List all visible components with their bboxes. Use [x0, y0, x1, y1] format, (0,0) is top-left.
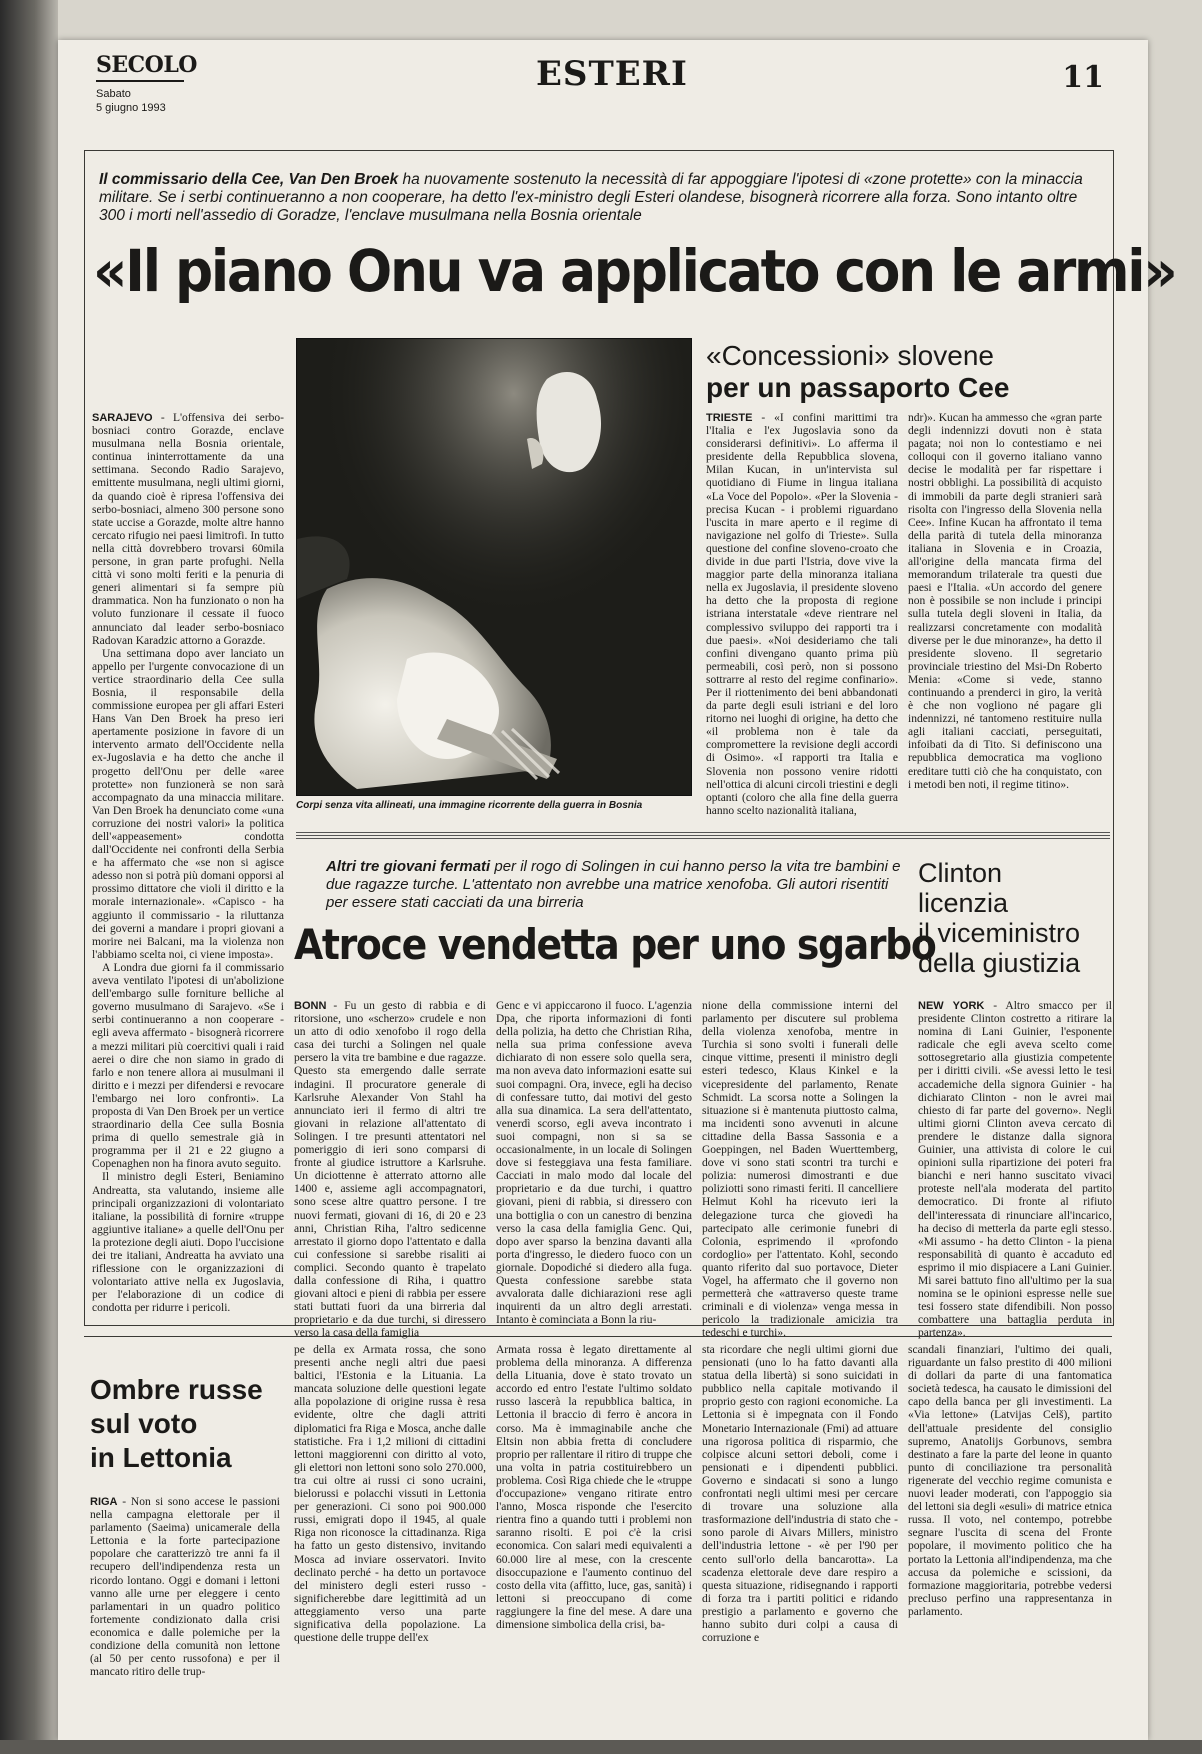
solingen-text-c: nione della commissione interni del parlamento per discutere sul problema della violenza xenofoba, mentre in Turchia si sono svolti i funerali delle cinque vittime, presenti il ministro degli esteri tedesco, Klaus Kinkel e la vicepresidente del parlamento, Renate Schmidt. La scorsa notte a Solingen la situazione si è mantenuta piuttosto calma, ma incidenti sono avvenuti in alcune cittadine della Bassa Sassonia e a Goeppingen, nel Baden Wuerttemberg, dove vi sono stati scontri tra turchi e polizia: numerosi dimostranti e due poliziotti sono rimasti feriti. Il cancelliere Helmut Kohl ha ricevuto ieri la delegazione turca che giovedì ha partecipato alle cerimonie funebri di Colonia, esprimendo il «profondo cordoglio» per l'attentato. Kohl, secondo quanto riferito dal suo portavoce, Dieter Vogel, ha affermato che il governo non permetterà che «attraverso queste trame criminali e di violenza» venga messa in pericolo la tradizionale amicizia tra tedeschi e turchi».: [702, 1000, 898, 1340]
clinton-headline-line-2: licenzia: [918, 888, 1009, 918]
slovene-dateline: TRIESTE: [706, 412, 753, 424]
section-divider: [296, 832, 1110, 840]
clinton-headline-line-4: della giustizia: [918, 948, 1081, 978]
clinton-body: [918, 1000, 1112, 1340]
solingen-kicker-rest: per il rogo di Solingen in cui hanno perso la vita tre bambini e due ragazze turche. L'attentato non avrebbe una matrice xenofoba. Gli autori risentiti per essere stati cacciati da una birreria: [326, 858, 901, 911]
slovene-headline: [706, 340, 1102, 404]
solingen-body-col-3: [702, 1000, 898, 1340]
latvia-headline-line-3: in Lettonia: [90, 1442, 232, 1473]
main-kicker: [99, 171, 1089, 225]
main-kicker-rest: ha nuovamente sostenuto la necessità di far appoggiare l'ipotesi di «zone protette» con la minaccia militare. Se i serbi continueranno a non cooperare, ha detto l'ex-ministro degli Esteri olandese, bisognerà ricorrere alla forza. Sono intanto oltre 300 i morti nell'assedio di Goradze, l'enclave musulmana nella Bosnia orientale: [99, 171, 1083, 224]
issue-date: 5 giugno 1993: [96, 102, 166, 114]
clinton-dateline: NEW YORK: [918, 1000, 985, 1012]
main-article-body: [92, 412, 284, 1316]
slovene-body-col-1: [706, 412, 898, 822]
slovene-headline-line-1: «Concessioni» slovene: [706, 340, 994, 371]
page-edge-shadow: [0, 0, 58, 1754]
solingen-body-col-2: [496, 1000, 692, 1327]
solingen-text-b: Genc e vi appiccarono il fuoco. L'agenzia Dpa, che riporta informazioni di fonti della polizia, ha detto che Christian Riha, nella sua prima confessione aveva dichiarato di non essere solo quella sera, ma non aveva dato informazioni esatte sui suoi compagni. Ora, invece, egli ha deciso di confessare tutto, dai motivi del gesto alla sua dinamica. La sera dell'attentato, venerdì scorso, egli aveva incontrato i suoi compagni, non si sa se occasionalmente, in un locale di Solingen dove si festeggiava una festa familiare. Cacciati in malo modo dal locale del proprietario e da due turchi, i quattro giovani, pieni di rabbia, si diressero con una bottiglia o con un canestro di benzina verso la casa della famiglia Genc. Qui, dopo aver sparso la benzina davanti alla porta d'ingresso, le diedero fuoco con un giornale. Dopodiché si diedero alla fuga. Questa confessione sarebbe stata avvalorata dalle dichiarazioni rese agli inquirenti da un altro degli arrestati. Intanto è cominciata a Bonn la riu-: [496, 1000, 692, 1327]
solingen-headline: Atroce vendetta per uno sgarbo: [294, 920, 936, 969]
latvia-headline-line-2: sul voto: [90, 1408, 198, 1439]
solingen-kicker-bold: Altri tre giovani fermati: [326, 858, 491, 875]
latvia-text-c: Armata rossa è legato direttamente al problema della minoranza. A differenza della Lituania, dove è stato trovato un accordo ed entro l'estate l'ultimo soldato russo lascerà la repubblica baltica, in Lettonia il braccio di ferro è ancora in corso. Ma è immaginabile anche che Eltsin non abbia fretta di concludere proprio per rallentare il ritiro di truppe che una volta in patria costituirebbero un problema. Così Riga chiede che le «truppe d'occupazione» vengano ritirate entro l'anno, Mosca risponde che l'esercito rientra fino a quando tutti i problemi non saranno risolti. E poi c'è la crisi economica. Con salari medi equivalenti a 60.000 lire al mese, con la crescente disoccupazione e l'aumento continuo del costo della vita (affitto, luce, gas, sanità) i lettoni si preoccupano di come raggiungere la fine del mese. A dare una dimensione simbolica della crisi, ba-: [496, 1344, 692, 1631]
logo-underline: [96, 80, 184, 82]
main-headline: «Il piano Onu va applicato con le armi»: [93, 237, 1176, 305]
main-dateline: SARAJEVO: [92, 412, 153, 424]
section-title: ESTERI: [536, 54, 688, 94]
photo-caption: Corpi senza vita allineati, una immagine ricorrente della guerra in Bosnia: [296, 800, 643, 811]
page-bottom-shadow: [0, 1740, 1202, 1754]
newspaper-logo: SECOLO: [96, 52, 197, 78]
latvia-text-d: sta ricordare che negli ultimi giorni due pensionati (uno lo ha fatto davanti alla statua della libertà) si sono suicidati in pubblico nella capitale motivando il proprio gesto con ragioni economiche. La Lettonia si è impegnata con il Fondo Monetario Internazionale (Fmi) ad attuare una rigorosa politica di risparmio, che colpisce alcuni settori deboli, come i pensionati e i dipendenti pubblici. Governo e sindacati si sono a lungo confrontati negli ultimi mesi per cercare di trovare una soluzione alla trasformazione dell'industria di stato che - sono parole di Aivars Millers, ministro dell'industria lettone - «è per l'90 per cento sull'orlo della bancarotta». La scadenza elettorale deve dare respiro a questa situazione, ridisegnando i rapporti di forza tra i partiti politici e ridando prestigio a parlamento e governo che hanno subito duri colpi a causa di corruzione e: [702, 1344, 898, 1645]
latvia-headline: [90, 1373, 270, 1475]
main-paragraph-2: Una settimana dopo aver lanciato un appello per l'urgente convocazione di un vertice straordinario della Cee sulla Bosnia, il responsabile della commissione europea per gli affari Esteri Hans Van Den Broek ha preso ieri apertamente posizione in favore di un intervento armato dell'Occidente nella ex-Jugoslavia e ha detto che anche il progetto dell'Onu per delle «aree protette» non funzionerà se non sarà accompagnato da una minaccia militare. Van Den Broek ha denunciato come «una corruzione dei nostri valori» la politica dell'«appeasement» condotta dall'Occidente nei confronti della Serbia e ha affermato che «se non si agisce adesso non si potrà più domani opporsi al prossimo dittatore che violi il diritto e la morale internazionale». «Capisco - ha aggiunto il commissario - la riluttanza dei governi a mandare i propri giovani a morire nei Balcani, ma la violenza non l'abbiamo scelta noi, ci viene imposta».: [92, 647, 284, 961]
clinton-headline: [918, 858, 1112, 978]
photo-image: [297, 339, 691, 795]
slovene-body-col-2: [908, 412, 1102, 822]
latvia-body-col-1: [90, 1496, 280, 1728]
slovene-headline-line-2: per un passaporto Cee: [706, 372, 1010, 403]
latvia-headline-line-1: Ombre russe: [90, 1374, 263, 1405]
latvia-body-col-2: [294, 1344, 486, 1728]
latvia-text-a: - Non si sono accese le passioni nella campagna elettorale per il parlamento (Saeima) unicamerale della Lettonia e la forte partecipazione popolare che caratterizzò tre anni fa il recupero dell'indipendenza resta un ricordo lontano. Oggi e domani i lettoni vanno alle urne per eleggere i cento parlamentari in un quadro politico fortemente condizionato dalla crisi economica e dalle polemiche per la condizione della comunità non lettone (al 50 per cento russofona) e per il mancato ritiro delle trup-: [90, 1496, 280, 1679]
clinton-headline-line-3: il viceministro: [918, 918, 1081, 948]
main-paragraph-1: - L'offensiva dei serbo-bosniaci contro Gorazde, enclave musulmana nella Bosnia orientale, continua ininterrottamente da una settimana. Secondo Radio Sarajevo, emittente musulmana, negli ultimi giorni, da quando cioè è ripresa l'offensiva dei serbo-bosniaci, almeno 300 persone sono state uccise a Gorazde, molte altre hanno cercato rifugio nei paesi limitrofi. In tutto nella città dovrebbero trovarsi 60mila persone, in gran parte profughi. Nella città vi sono molti feriti e la penuria di generi alimentari si fa sempre più drammatica. Non ha funzionato o non ha voluto funzionare il cessate il fuoco annunciato dal leader serbo-bosniaco Radovan Karadzic attorno a Gorazde.: [92, 412, 284, 647]
page-number: 11: [1062, 60, 1104, 95]
clinton-text: - Altro smacco per il presidente Clinton costretto a ritirare la nomina di Lani Guinier, l'esponente radicale che egli aveva scelto come sottosegretario alla giustizia competente per i diritti civili. «Se avessi letto le tesi accademiche della signora Guinier - ha dichiarato Clinton - non le avrei mai chiesto di far parte del governo». Negli ultimi giorni Clinton aveva cercato di prendere le distanze dalla signora Guinier, una attivista di colore le cui opinioni sulla ripartizione dei poteri fra bianchi e neri hanno suscitato vivaci proteste nell'ala moderata del partito democratico. Di fronte al rifiuto dell'interessata di rinunciare all'incarico, ha deciso di metterla da parte egli stesso. «Mi assumo - ha detto Clinton - la piena responsabilità di quanto è accaduto ed esprimo il mio dispiacere a Lani Guinier. Mi sarei battuto fino all'ultimo per la sua nomina se le opinioni espresse nelle sue tesi fossero state difendibili. Non posso combattere una battaglia perduta in partenza».: [918, 1000, 1112, 1340]
solingen-body-col-1: [294, 1000, 486, 1340]
solingen-kicker: [326, 858, 906, 912]
latvia-body-col-3: [496, 1344, 692, 1728]
main-kicker-bold: Il commissario della Cee, Van Den Broek: [99, 171, 399, 188]
latvia-text-e: scandali finanziari, l'ultimo dei quali, riguardante un falso prestito di 400 milioni di dollari da parte di una fantomatica società tedesca, ha causato le dimissioni del capo della banca per gli investimenti. La «Via lettone» (Latvijas Celš), partito dell'attuale presidente del consiglio supremo, Anatolijs Gorbunovs, sembra destinato a fare la parte del leone in quanto punto di conciliazione tra personalità rigenerate del vecchio regime comunista e nuovi leader moderati, con l'appoggio sia del lettoni sia degli «esuli» di matrice etnica russa. Il voto, nel contempo, potrebbe segnare l'uscita di scena del Fronte popolare, il movimento politico che ha portato la Lettonia all'indipendenza, ma che accusa da polemiche e scissioni, da formazione maggioritaria, potrebbe vedersi precluso perfino una rappresentanza in parlamento.: [908, 1344, 1112, 1618]
solingen-dateline: BONN: [294, 1000, 327, 1012]
slovene-text-a: - «I confini marittimi tra l'Italia e l'ex Jugoslavia sono da considerarsi definitivi». Lo afferma il presidente della Repubblica slovena, Milan Kucan, in un'intervista sul quotidiano di Fiume in lingua italiana «La Voce del Popolo». «Per la Slovenia - precisa Kucan - i problemi riguardano l'uscita in mare aperto e il regime di navigazione nel golfo di Trieste». Sulla questione del confine sloveno-croato che divide in due parti l'Istria, dove vive la maggior parte della minoranza italiana nella ex Jugoslavia, il presidente sloveno ha detto che la proposta di regione istriana interstatale «deve rientrare nel complessivo sviluppo dei rapporti tra i due paesi». «Noi desideriamo che tali confini divengano quanto prima più permeabili, così però, non si possono sottrarre al resto del regime confinario». Per il riottenimento dei beni abbandonati da parte degli esuli istriani e del loro ritorno nei luoghi di origine, ha detto che «il problema non è tale da compromettere la revisione degli accordi di Osimo». «I rapporti tra Italia e Slovenia non possono venire ridotti nell'ottica di alcuni circoli triestini e degli optanti (coloro che alla fine della guerra hanno scelto nazionalità italiana,: [706, 412, 898, 817]
latvia-text-b: pe della ex Armata rossa, che sono presenti anche negli altri due paesi baltici, l'Estonia e la Lituania. La mancata soluzione delle questioni legate alla popolazione di origine russa è resa evidente, oltre che dagli attriti diplomatici fra Riga e Mosca, anche dalle statistiche. Fra i 1,2 milioni di cittadini lettoni maggiorenni con diritto al voto, gli elettori non lettoni sono solo 270.000, tra cui oltre ai russi ci sono ucraini, bielorussi e polacchi vissuti in Lettonia per generazioni. Ci sono poi 900.000 russi, emigrati dopo il 1945, al quale Riga non riconosce la cittadinanza. Riga ha fatto un gesto distensivo, invitando Mosca ad inviare osservatori. Invito declinato perché - ha detto un portavoce del ministero degli esteri russo - significherebbe dare legittimità ad un atteggiamento verso una parte significativa della popolazione. La questione delle truppe dell'ex: [294, 1344, 486, 1645]
news-photo: [296, 338, 692, 796]
latvia-body-col-4: [702, 1344, 898, 1728]
masthead: [96, 52, 1104, 124]
clinton-headline-line-1: Clinton: [918, 858, 1003, 888]
latvia-dateline: RIGA: [90, 1496, 118, 1508]
solingen-text-a: - Fu un gesto di rabbia e di ritorsione, uno «scherzo» crudele e non un atto di odio xenofobo il rogo della casa dei turchi a Solingen nel quale persero la vita tre bambine e due ragazze. Questo sta emergendo dalle serrate indagini. Il procuratore generale di Karlsruhe Alexander Von Stahl ha annunciato ieri il fermo di altri tre giovani in relazione all'attentato di Solingen. I tre presunti attentatori nel pomeriggio di ieri sono comparsi di fronte al giudice istruttore a Karlsruhe. Un diciottenne è atterrato attorno alle 1400 e, assieme agli accompagnatori, sono scese altre quattro persone. I tre nuovi fermati, giovani di 16, di 20 e 23 anni, Christian Riha, l'altro sedicenne arrestato il giorno dopo l'attentato e dalla cui confessione si sarebbe risaliti ai complici. Secondo quanto è trapelato dalla confessione di Riha, i quattro giovani altoci e pieni di rabbia per essere stati buttati fuori da una birreria dal proprietario e da due turchi, si diressero verso la casa della famiglia: [294, 1000, 486, 1340]
main-paragraph-4: Il ministro degli Esteri, Beniamino Andreatta, sta valutando, insieme alle principali organizzazioni di volontariato italiane, la possibilità di fornire «truppe aggiuntive italiane» a quelle dell'Onu per la protezione degli aiuti. Dopo l'uccisione dei tre italiani, Andreatta ha avviato una riflessione con le organizzazioni di volontariato attive nella ex Jugoslavia, per l'elaborazione di un codice di condotta per ridurre i pericoli.: [92, 1171, 284, 1315]
main-paragraph-3: A Londra due giorni fa il commissario aveva ventilato l'ipotesi di un'abolizione dell'embargo sulle forniture belliche al governo musulmano di Sarajevo. «Se i serbi continueranno a non cooperare - egli aveva affermato - bisognerà ricorrere a mezzi militari più coercitivi quali i raid aerei o dire che non siamo in grado di farlo e non tenere allora ai musulmani il diritto e i mezzi per difendersi e revocare l'embargo nei loro confronti». La proposta di Van Den Broek per un vertice straordinario della Cee sulla Bosnia prima di quello semestrale già in programma per il 21 e 22 giugno a Copenaghen non ha finora avuto seguito.: [92, 961, 284, 1171]
latvia-body-col-5: [908, 1344, 1112, 1728]
slovene-text-b: ndr)». Kucan ha ammesso che «gran parte degli indennizzi dovuti non è stata pagata; noi non lo contestiamo e nei colloqui con il governo italiano vanno decise le modalità per far rispettare i nostri obblighi. La possibilità di acquisto di immobili da parte degli stranieri sarà risolta con l'ingresso della Slovenia nella Cee». Infine Kucan ha affrontato il tema della parità di tutela della minoranza italiana in Slovenia e in Croazia, all'origine della mancata firma del memorandum trilaterale tra questi due paesi e l'Italia. «Un accordo del genere non è possibile se non include i principi sulla tutela degli sloveni in Italia, da realizzarsi concretamente con modalità diverse per le due minoranze», ha detto il presidente sloveno. Il segretario provinciale triestino del Msi-Dn Roberto Menia: «Come si vede, stanno continuando a prenderci in giro, la verità è che non vogliono né pagare gli indennizzi, né tantomeno restituire nulla agli italiani cacciati, perseguitati, infoibati da di Tito. Si definiscono una repubblica democratica ma vogliono ereditare tutti ciò che ha conquistato, con i metodi ben noti, il regime titino».: [908, 412, 1102, 791]
issue-day: Sabato: [96, 88, 131, 100]
